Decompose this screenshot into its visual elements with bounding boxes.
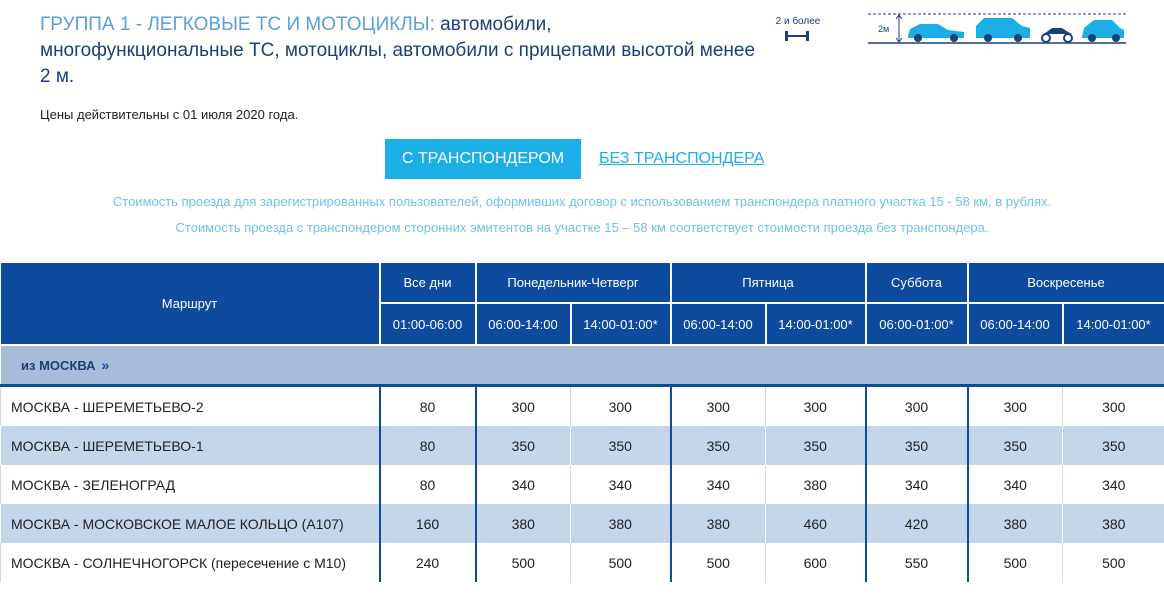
price-cell: 380 [1063,504,1164,543]
price-cell: 340 [968,465,1063,504]
price-cell: 500 [476,543,571,582]
price-cell: 300 [476,386,571,427]
price-cell: 300 [671,386,766,427]
price-cell: 550 [866,543,968,582]
note-third-party: Стоимость проезда с транспондером сторонних эмитентов на участке 15 – 58 км соответствует стоимости проезда без транспондера. [175,220,989,235]
note-registered: Стоимость проезда для зарегистрированных пользователей, оформивших договор с использованием транспондера платного участка 15 - 58 км, в рублях. [112,194,1052,209]
price-cell: 350 [476,426,571,465]
price-cell: 380 [476,504,571,543]
day-header-mon-thu: Понедельник-Четверг [476,262,671,303]
chevron-double-right-icon[interactable]: » [101,357,110,373]
price-cell: 80 [380,465,476,504]
price-cell: 350 [968,426,1063,465]
price-cell: 500 [968,543,1063,582]
axle-icon [784,30,810,42]
price-cell: 80 [380,386,476,427]
valid-date-text: Цены действительны с 01 июля 2020 года. [40,107,299,122]
price-cell: 340 [1063,465,1164,504]
section-row[interactable] [1,345,1164,386]
price-cell: 340 [571,465,671,504]
hatchback-icon [1082,20,1124,42]
price-cell: 500 [1063,543,1164,582]
route-cell: МОСКВА - ШЕРЕМЕТЬЕВО-1 [1,426,380,465]
height-label: 2м [878,24,890,34]
price-cell: 340 [671,465,766,504]
time-header: 01:00-06:00 [380,303,476,345]
time-header: 06:00-14:00 [476,303,571,345]
price-cell: 350 [766,426,866,465]
price-cell: 500 [571,543,671,582]
group-title-text: автомобили, многофункциональные ТС, мотоциклы, автомобили с прицепами высотой менее 2 м. [40,14,756,87]
price-cell: 300 [766,386,866,427]
day-header-sat: Суббота [866,262,968,303]
day-header-fri: Пятница [671,262,866,303]
group-title-accent: ГРУППА 1 - ЛЕГКОВЫЕ ТС И МОТОЦИКЛЫ: [40,14,435,35]
time-header: 14:00-01:00* [571,303,671,345]
table-row [1,386,1164,427]
vehicle-icons [868,10,1126,46]
price-cell: 300 [571,386,671,427]
price-cell: 160 [380,504,476,543]
group-title [40,12,760,90]
route-cell: МОСКВА - СОЛНЕЧНОГОРСК (пересечение с М10) [1,543,380,582]
price-cell: 350 [571,426,671,465]
axle-label: 2 и более [775,16,821,27]
price-cell: 300 [866,386,968,427]
price-cell: 80 [380,426,476,465]
motorcycle-icon [1042,28,1072,42]
price-cell: 340 [866,465,968,504]
time-header: 14:00-01:00* [1063,303,1164,345]
day-header-sun: Воскресенье [968,262,1164,303]
tab-with-transponder[interactable]: С ТРАНСПОНДЕРОМ [385,139,581,179]
day-header-all: Все дни [380,262,476,303]
section-label: из МОСКВА [21,358,96,373]
price-cell: 380 [766,465,866,504]
table-row [1,504,1164,543]
price-cell: 380 [671,504,766,543]
time-header: 14:00-01:00* [766,303,866,345]
time-header: 06:00-14:00 [968,303,1063,345]
route-cell: МОСКВА - МОСКОВСКОЕ МАЛОЕ КОЛЬЦО (А107) [1,504,380,543]
price-cell: 460 [766,504,866,543]
price-cell: 600 [766,543,866,582]
time-header: 06:00-14:00 [671,303,766,345]
route-header: Маршрут [1,262,380,345]
tab-without-transponder[interactable]: БЕЗ ТРАНСПОНДЕРА [599,150,765,167]
price-cell: 300 [968,386,1063,427]
price-table [0,261,1164,582]
price-cell: 380 [968,504,1063,543]
route-cell: МОСКВА - ЗЕЛЕНОГРАД [1,465,380,504]
price-cell: 350 [866,426,968,465]
time-header: 06:00-01:00* [866,303,968,345]
car-icon [908,24,964,42]
price-cell: 350 [1063,426,1164,465]
price-cell: 300 [1063,386,1164,427]
price-cell: 500 [671,543,766,582]
price-cell: 240 [380,543,476,582]
table-row [1,543,1164,582]
suv-icon [976,18,1030,42]
table-row [1,426,1164,465]
table-row [1,465,1164,504]
price-cell: 340 [476,465,571,504]
price-cell: 350 [671,426,766,465]
price-cell: 420 [866,504,968,543]
route-cell: МОСКВА - ШЕРЕМЕТЬЕВО-2 [1,386,380,427]
price-cell: 380 [571,504,671,543]
